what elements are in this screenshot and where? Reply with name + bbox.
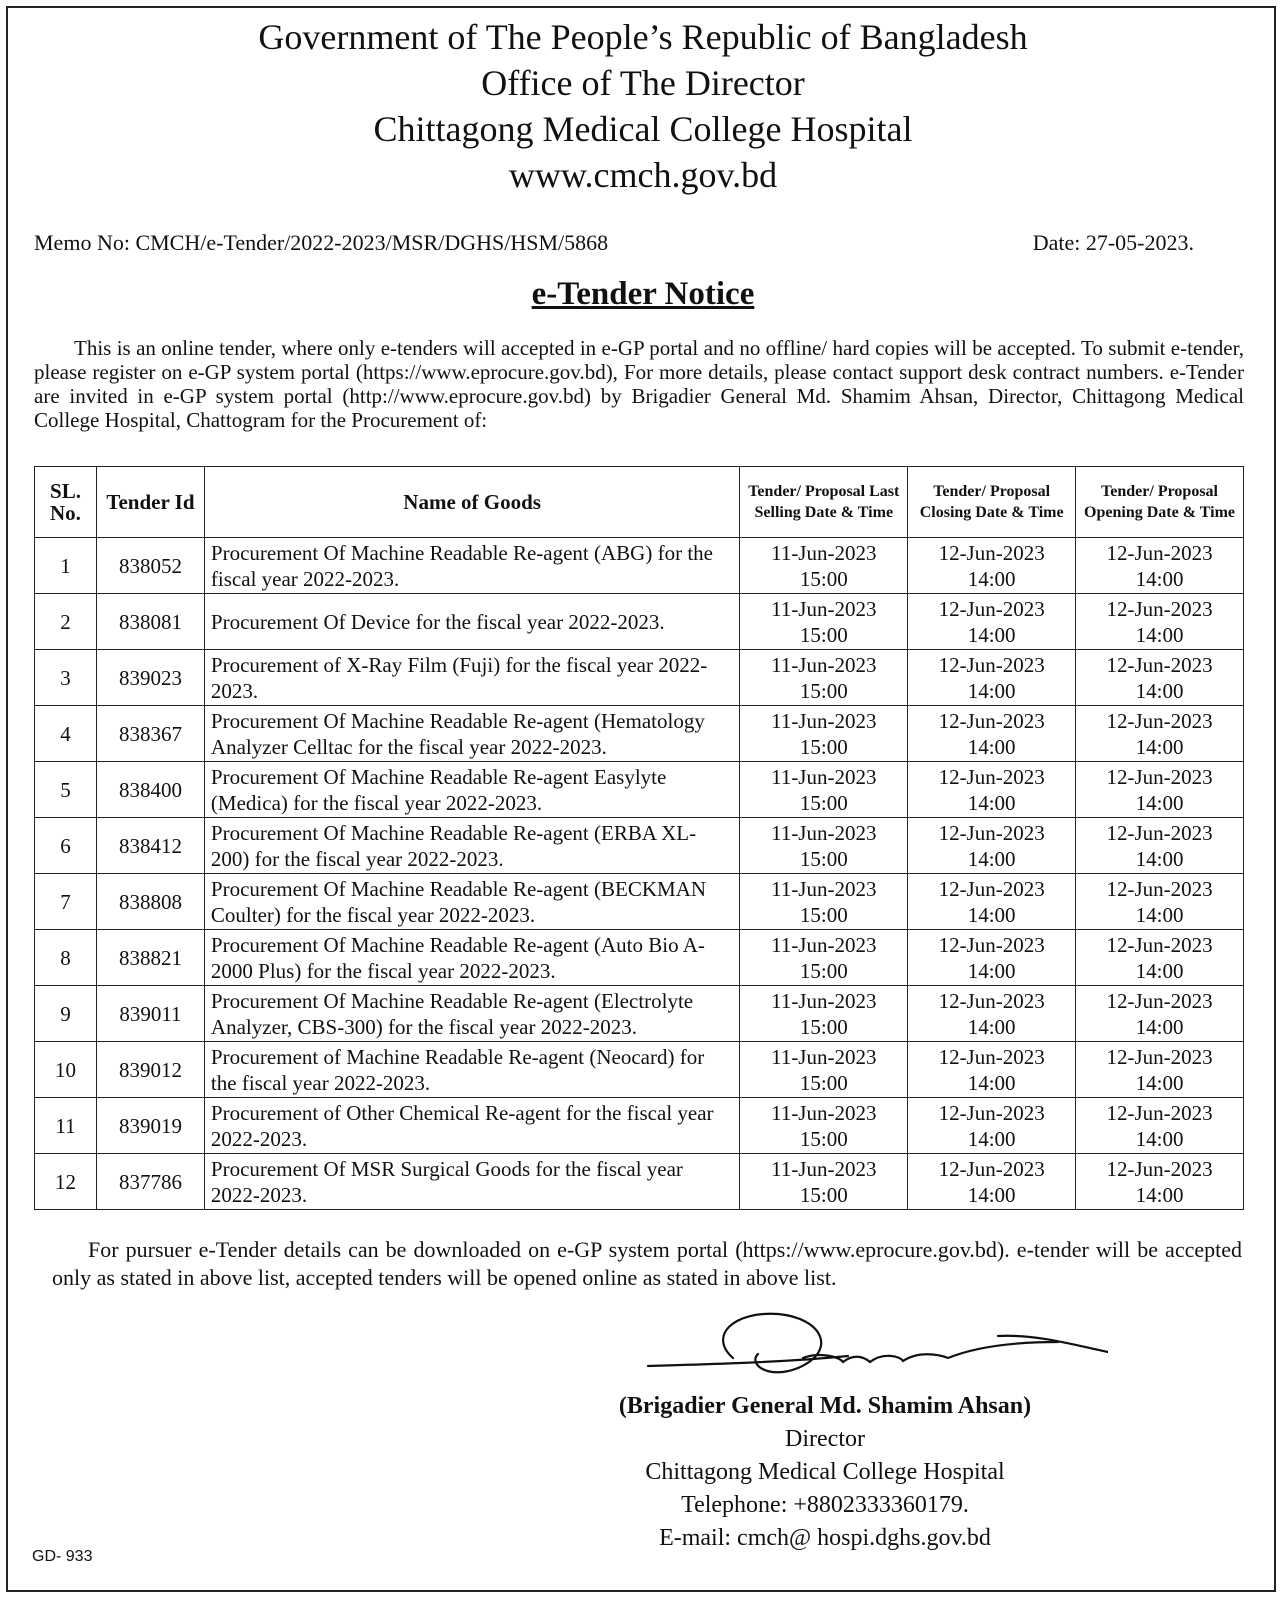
cell-goods bbox=[204, 986, 739, 1042]
cell-opening bbox=[1076, 594, 1244, 650]
cell-selling-sell-time: 15:00 bbox=[799, 1126, 848, 1151]
header-website[interactable]: www.cmch.gov.bd bbox=[508, 155, 778, 195]
header-hospital: Chittagong Medical College Hospital bbox=[373, 109, 913, 149]
cell-opening bbox=[1076, 650, 1244, 706]
cell-selling-sell-time: 15:00 bbox=[799, 1014, 848, 1039]
cell-sl bbox=[35, 650, 97, 706]
header-tender-id: Tender Id bbox=[96, 467, 204, 538]
header-opening-date: Tender/ Proposal Opening Date & Time bbox=[1076, 467, 1244, 538]
cell-selling-sell-date: 11-Jun-2023 bbox=[771, 1044, 877, 1069]
cell-closing bbox=[908, 930, 1076, 986]
cell-closing-close-date: 12-Jun-2023 bbox=[938, 820, 1045, 845]
cell-tender-id bbox=[96, 874, 204, 930]
table-row bbox=[35, 1042, 1244, 1098]
cell-opening-open-time: 14:00 bbox=[1135, 734, 1184, 759]
cell-selling bbox=[740, 1154, 908, 1210]
cell-selling-sell-time: 15:00 bbox=[799, 790, 848, 815]
table-row bbox=[35, 650, 1244, 706]
cell-goods bbox=[204, 1042, 739, 1098]
cell-opening bbox=[1076, 930, 1244, 986]
cell-opening-open-time: 14:00 bbox=[1135, 846, 1184, 871]
cell-selling-sell-time: 15:00 bbox=[799, 566, 848, 591]
cell-goods bbox=[204, 762, 739, 818]
cell-opening-open-date: 12-Jun-2023 bbox=[1106, 540, 1213, 565]
cell-closing-close-date: 12-Jun-2023 bbox=[938, 932, 1045, 957]
signature-graphic bbox=[638, 1306, 1108, 1396]
cell-closing-close-time: 14:00 bbox=[967, 790, 1016, 815]
cell-closing bbox=[908, 874, 1076, 930]
cell-tender-id-id: 838821 bbox=[118, 945, 182, 970]
cell-opening bbox=[1076, 762, 1244, 818]
cell-selling-sell-time: 15:00 bbox=[799, 846, 848, 871]
cell-selling bbox=[740, 874, 908, 930]
table-row bbox=[35, 706, 1244, 762]
header-sl: SL. No. bbox=[35, 467, 97, 538]
cell-opening-open-time: 14:00 bbox=[1135, 1126, 1184, 1151]
cell-closing-close-time: 14:00 bbox=[967, 1070, 1016, 1095]
cell-sl bbox=[35, 1154, 97, 1210]
cell-selling-sell-date: 11-Jun-2023 bbox=[771, 652, 877, 677]
cell-goods bbox=[204, 538, 739, 594]
cell-selling-sell-date: 11-Jun-2023 bbox=[771, 540, 877, 565]
cell-selling bbox=[740, 930, 908, 986]
cell-tender-id bbox=[96, 818, 204, 874]
cell-opening-open-time: 14:00 bbox=[1135, 678, 1184, 703]
header-government: Government of The People’s Republic of Bangladesh bbox=[258, 17, 1028, 57]
cell-sl-sl: 8 bbox=[60, 945, 71, 970]
cell-sl bbox=[35, 594, 97, 650]
cell-selling-sell-date: 11-Jun-2023 bbox=[771, 764, 877, 789]
table-header-row bbox=[35, 467, 1244, 538]
cell-opening-open-date: 12-Jun-2023 bbox=[1106, 1156, 1213, 1181]
cell-goods-goods: Procurement Of Machine Readable Re-agent Easylyte (Medica) for the fiscal year 2022-2023. bbox=[210, 764, 667, 815]
cell-tender-id-id: 839019 bbox=[118, 1113, 182, 1138]
cell-goods-goods: Procurement of Other Chemical Re-agent for the fiscal year 2022-2023. bbox=[210, 1100, 714, 1151]
cell-closing-close-time: 14:00 bbox=[967, 958, 1016, 983]
cell-goods-goods: Procurement Of MSR Surgical Goods for the fiscal year 2022-2023. bbox=[210, 1156, 683, 1207]
signatory-block bbox=[540, 1390, 1110, 1555]
cell-opening-open-date: 12-Jun-2023 bbox=[1106, 596, 1213, 621]
cell-opening-open-date: 12-Jun-2023 bbox=[1106, 1044, 1213, 1069]
cell-sl-sl: 1 bbox=[60, 553, 71, 578]
cell-goods-goods: Procurement Of Machine Readable Re-agent (BECKMAN Coulter) for the fiscal year 2022-2023. bbox=[210, 876, 707, 927]
cell-closing bbox=[908, 706, 1076, 762]
cell-opening bbox=[1076, 1154, 1244, 1210]
cell-closing-close-time: 14:00 bbox=[967, 1014, 1016, 1039]
cell-closing-close-date: 12-Jun-2023 bbox=[938, 988, 1045, 1013]
letterhead bbox=[0, 14, 1286, 198]
cell-sl-sl: 5 bbox=[60, 777, 71, 802]
cell-sl bbox=[35, 762, 97, 818]
cell-goods-goods: Procurement Of Machine Readable Re-agent (Auto Bio A-2000 Plus) for the fiscal year 2022-2023. bbox=[210, 932, 705, 983]
cell-sl-sl: 4 bbox=[60, 721, 71, 746]
cell-selling-sell-date: 11-Jun-2023 bbox=[771, 596, 877, 621]
cell-goods bbox=[204, 650, 739, 706]
cell-closing bbox=[908, 986, 1076, 1042]
cell-goods-goods: Procurement of X-Ray Film (Fuji) for the fiscal year 2022-2023. bbox=[210, 652, 708, 703]
cell-selling bbox=[740, 1042, 908, 1098]
memo-date: Date: 27-05-2023. bbox=[1032, 230, 1194, 255]
cell-selling-sell-date: 11-Jun-2023 bbox=[771, 1156, 877, 1181]
cell-opening-open-date: 12-Jun-2023 bbox=[1106, 932, 1213, 957]
cell-closing-close-date: 12-Jun-2023 bbox=[938, 1100, 1045, 1125]
cell-opening bbox=[1076, 986, 1244, 1042]
cell-closing-close-time: 14:00 bbox=[967, 1182, 1016, 1207]
cell-selling-sell-date: 11-Jun-2023 bbox=[771, 876, 877, 901]
footer-paragraph: For pursuer e-Tender details can be downloaded on e-GP system portal (https://www.eprocure.gov.bd). e-tender will be accepted only as stated in above list, accepted tenders will be opened online as stated in above list. bbox=[52, 1237, 1242, 1290]
cell-opening-open-time: 14:00 bbox=[1135, 622, 1184, 647]
cell-opening-open-date: 12-Jun-2023 bbox=[1106, 708, 1213, 733]
table-row bbox=[35, 1154, 1244, 1210]
cell-opening bbox=[1076, 1042, 1244, 1098]
cell-opening bbox=[1076, 1098, 1244, 1154]
cell-selling bbox=[740, 706, 908, 762]
cell-opening-open-time: 14:00 bbox=[1135, 566, 1184, 591]
cell-tender-id-id: 839012 bbox=[118, 1057, 182, 1082]
cell-tender-id-id: 839023 bbox=[118, 665, 182, 690]
cell-goods bbox=[204, 706, 739, 762]
cell-goods-goods: Procurement Of Machine Readable Re-agent (Hematology Analyzer Celltac for the fiscal year 2022-2023. bbox=[210, 708, 705, 759]
cell-tender-id-id: 839011 bbox=[119, 1001, 182, 1026]
cell-selling bbox=[740, 762, 908, 818]
cell-opening bbox=[1076, 818, 1244, 874]
cell-selling-sell-time: 15:00 bbox=[799, 958, 848, 983]
cell-sl-sl: 3 bbox=[60, 665, 71, 690]
cell-tender-id-id: 838400 bbox=[118, 777, 182, 802]
cell-closing bbox=[908, 650, 1076, 706]
gd-number: GD- 933 bbox=[32, 1548, 93, 1565]
cell-tender-id bbox=[96, 1154, 204, 1210]
cell-tender-id bbox=[96, 930, 204, 986]
cell-closing-close-date: 12-Jun-2023 bbox=[938, 708, 1045, 733]
cell-sl-sl: 12 bbox=[54, 1169, 76, 1194]
cell-tender-id bbox=[96, 762, 204, 818]
cell-sl-sl: 2 bbox=[60, 609, 71, 634]
cell-tender-id-id: 838052 bbox=[118, 553, 182, 578]
tender-table bbox=[34, 466, 1244, 1210]
cell-opening-open-time: 14:00 bbox=[1135, 790, 1184, 815]
cell-sl bbox=[35, 930, 97, 986]
cell-closing-close-time: 14:00 bbox=[967, 902, 1016, 927]
signatory-org: Chittagong Medical College Hospital bbox=[645, 1459, 1005, 1485]
cell-selling bbox=[740, 594, 908, 650]
cell-closing bbox=[908, 818, 1076, 874]
cell-selling-sell-time: 15:00 bbox=[799, 622, 848, 647]
cell-goods bbox=[204, 818, 739, 874]
cell-tender-id bbox=[96, 706, 204, 762]
cell-closing-close-date: 12-Jun-2023 bbox=[938, 876, 1045, 901]
cell-tender-id bbox=[96, 538, 204, 594]
cell-goods-goods: Procurement Of Machine Readable Re-agent (Electrolyte Analyzer, CBS-300) for the fiscal year 2022-2023. bbox=[210, 988, 694, 1039]
cell-tender-id bbox=[96, 986, 204, 1042]
cell-closing-close-time: 14:00 bbox=[967, 734, 1016, 759]
cell-opening bbox=[1076, 538, 1244, 594]
cell-selling bbox=[740, 538, 908, 594]
cell-goods-goods: Procurement Of Machine Readable Re-agent (ABG) for the fiscal year 2022-2023. bbox=[210, 540, 713, 591]
cell-opening-open-date: 12-Jun-2023 bbox=[1106, 988, 1213, 1013]
cell-tender-id-id: 838808 bbox=[118, 889, 182, 914]
cell-closing bbox=[908, 538, 1076, 594]
cell-tender-id bbox=[96, 1042, 204, 1098]
cell-closing-close-time: 14:00 bbox=[967, 622, 1016, 647]
header-closing-date: Tender/ Proposal Closing Date & Time bbox=[908, 467, 1076, 538]
cell-goods-goods: Procurement Of Machine Readable Re-agent (ERBA XL-200) for the fiscal year 2022-2023. bbox=[210, 820, 697, 871]
cell-sl-sl: 7 bbox=[60, 889, 71, 914]
table-row bbox=[35, 594, 1244, 650]
cell-goods-goods: Procurement Of Device for the fiscal year 2022-2023. bbox=[210, 609, 665, 634]
signatory-name: (Brigadier General Md. Shamim Ahsan) bbox=[618, 1393, 1032, 1419]
memo-line bbox=[34, 230, 1194, 256]
cell-sl bbox=[35, 538, 97, 594]
cell-closing-close-time: 14:00 bbox=[967, 678, 1016, 703]
cell-closing-close-time: 14:00 bbox=[967, 846, 1016, 871]
header-office: Office of The Director bbox=[481, 63, 805, 103]
cell-closing bbox=[908, 1154, 1076, 1210]
cell-closing bbox=[908, 1042, 1076, 1098]
cell-selling bbox=[740, 986, 908, 1042]
cell-goods bbox=[204, 1098, 739, 1154]
cell-tender-id-id: 838081 bbox=[118, 609, 182, 634]
cell-closing-close-date: 12-Jun-2023 bbox=[938, 1156, 1045, 1181]
signatory-email[interactable]: E-mail: cmch@ hospi.dghs.gov.bd bbox=[659, 1525, 991, 1551]
cell-opening-open-date: 12-Jun-2023 bbox=[1106, 764, 1213, 789]
table-row bbox=[35, 930, 1244, 986]
cell-closing-close-date: 12-Jun-2023 bbox=[938, 1044, 1045, 1069]
cell-goods-goods: Procurement of Machine Readable Re-agent (Neocard) for the fiscal year 2022-2023. bbox=[210, 1044, 705, 1095]
cell-selling bbox=[740, 818, 908, 874]
cell-opening-open-date: 12-Jun-2023 bbox=[1106, 820, 1213, 845]
table-row bbox=[35, 538, 1244, 594]
intro-paragraph: This is an online tender, where only e-tenders will accepted in e-GP portal and no offline/ hard copies will be accepted. To submit e-tender, please register on e-GP system portal (https://www.eprocure.gov.bd), For more details, please contact support desk contract numbers. e-Tender are invited in e-GP system portal (http://www.eprocure.gov.bd) by Brigadier General Md. Shamim Ahsan, Director, Chittagong Medical College Hospital, Chattogram for the Procurement of: bbox=[34, 336, 1244, 432]
cell-closing-close-date: 12-Jun-2023 bbox=[938, 596, 1045, 621]
cell-goods bbox=[204, 1154, 739, 1210]
cell-selling bbox=[740, 1098, 908, 1154]
cell-selling-sell-date: 11-Jun-2023 bbox=[771, 708, 877, 733]
cell-opening-open-time: 14:00 bbox=[1135, 1014, 1184, 1039]
cell-closing-close-date: 12-Jun-2023 bbox=[938, 540, 1045, 565]
notice-title: e-Tender Notice bbox=[531, 276, 755, 312]
table-row bbox=[35, 986, 1244, 1042]
cell-selling-sell-time: 15:00 bbox=[799, 902, 848, 927]
cell-closing-close-time: 14:00 bbox=[967, 1126, 1016, 1151]
table-row bbox=[35, 874, 1244, 930]
cell-opening-open-time: 14:00 bbox=[1135, 902, 1184, 927]
cell-tender-id-id: 838412 bbox=[118, 833, 182, 858]
header-goods: Name of Goods bbox=[204, 467, 739, 538]
cell-selling-sell-date: 11-Jun-2023 bbox=[771, 988, 877, 1013]
cell-sl-sl: 6 bbox=[60, 833, 71, 858]
cell-tender-id bbox=[96, 594, 204, 650]
cell-goods bbox=[204, 594, 739, 650]
cell-closing-close-date: 12-Jun-2023 bbox=[938, 764, 1045, 789]
cell-goods bbox=[204, 874, 739, 930]
cell-opening bbox=[1076, 706, 1244, 762]
cell-opening-open-date: 12-Jun-2023 bbox=[1106, 1100, 1213, 1125]
table-row bbox=[35, 818, 1244, 874]
cell-sl bbox=[35, 1098, 97, 1154]
cell-opening-open-date: 12-Jun-2023 bbox=[1106, 652, 1213, 677]
signatory-title: Director bbox=[785, 1426, 865, 1452]
cell-sl bbox=[35, 874, 97, 930]
cell-selling-sell-time: 15:00 bbox=[799, 1070, 848, 1095]
cell-sl bbox=[35, 706, 97, 762]
cell-sl-sl: 11 bbox=[55, 1113, 76, 1138]
cell-selling-sell-date: 11-Jun-2023 bbox=[771, 820, 877, 845]
cell-sl bbox=[35, 818, 97, 874]
cell-tender-id-id: 837786 bbox=[118, 1169, 182, 1194]
cell-tender-id bbox=[96, 1098, 204, 1154]
cell-selling-sell-time: 15:00 bbox=[799, 678, 848, 703]
cell-sl bbox=[35, 986, 97, 1042]
cell-closing bbox=[908, 762, 1076, 818]
cell-opening-open-date: 12-Jun-2023 bbox=[1106, 876, 1213, 901]
cell-opening-open-time: 14:00 bbox=[1135, 1070, 1184, 1095]
cell-opening-open-time: 14:00 bbox=[1135, 1182, 1184, 1207]
memo-number: Memo No: CMCH/e-Tender/2022-2023/MSR/DGHS/HSM/5868 bbox=[34, 230, 609, 255]
cell-closing-close-time: 14:00 bbox=[967, 566, 1016, 591]
header-selling-date: Tender/ Proposal Last Selling Date & Time bbox=[740, 467, 908, 538]
cell-closing bbox=[908, 594, 1076, 650]
cell-sl-sl: 9 bbox=[60, 1001, 71, 1026]
cell-closing-close-date: 12-Jun-2023 bbox=[938, 652, 1045, 677]
cell-closing bbox=[908, 1098, 1076, 1154]
cell-tender-id-id: 838367 bbox=[118, 721, 182, 746]
cell-selling-sell-time: 15:00 bbox=[799, 1182, 848, 1207]
cell-selling-sell-date: 11-Jun-2023 bbox=[771, 1100, 877, 1125]
cell-selling-sell-time: 15:00 bbox=[799, 734, 848, 759]
cell-goods bbox=[204, 930, 739, 986]
signatory-phone: Telephone: +8802333360179. bbox=[681, 1492, 969, 1518]
cell-sl-sl: 10 bbox=[54, 1057, 76, 1082]
cell-opening bbox=[1076, 874, 1244, 930]
table-row bbox=[35, 1098, 1244, 1154]
cell-selling bbox=[740, 650, 908, 706]
cell-sl bbox=[35, 1042, 97, 1098]
table-row bbox=[35, 762, 1244, 818]
cell-opening-open-time: 14:00 bbox=[1135, 958, 1184, 983]
cell-selling-sell-date: 11-Jun-2023 bbox=[771, 932, 877, 957]
cell-tender-id bbox=[96, 650, 204, 706]
